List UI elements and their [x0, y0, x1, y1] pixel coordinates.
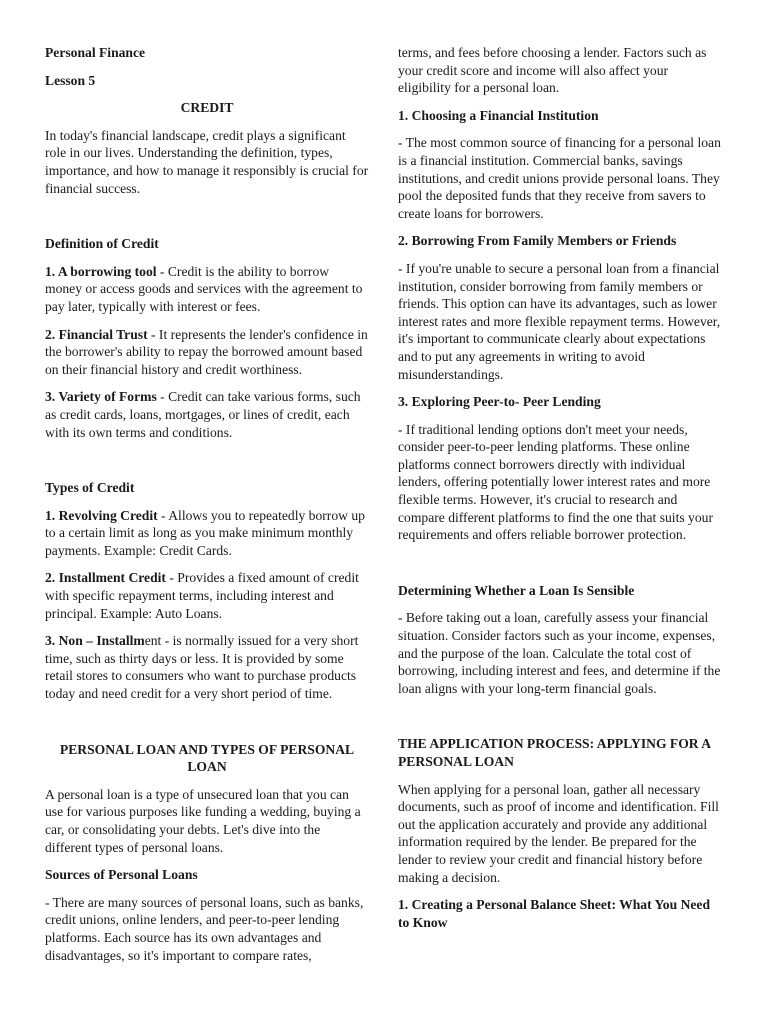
balance-sheet-heading: 1. Creating a Personal Balance Sheet: What You Need to Know: [398, 897, 711, 930]
definition-item-text: - It represents the lender's confidence in the borrower's ability to repay the borrowed amount based on their financial history and credit worthiness.: [45, 326, 368, 377]
types-item-text: - Provides a fixed amount of credit with specific repayment terms, including interest and principal. Example: Auto Loans.: [45, 570, 359, 621]
personal-loan-heading: PERSONAL LOAN AND TYPES OF PERSONAL LOAN: [59, 741, 355, 775]
definition-item: [45, 388, 369, 441]
types-item-label: 1. Revolving Credit: [45, 507, 158, 523]
definition-item-text: - Credit can take various forms, such as credit cards, loans, mortgages, or lines of credit, each with its own terms and conditions.: [45, 389, 361, 440]
section-paragraph: - The most common source of financing for a personal loan is a financial institution. Commercial banks, savings institutions, and credit unions provide personal loans. They pool the deposited funds that they receive from savers to create loans for borrowers.: [398, 135, 721, 221]
personal-loan-paragraph: A personal loan is a type of unsecured loan that you can use for various purposes like funding a wedding, buying a car, or consolidating your debts. Let's dive into the different types of personal loans.: [45, 786, 361, 855]
section-heading: 3. Exploring Peer-to- Peer Lending: [398, 394, 601, 410]
determining-heading: Determining Whether a Loan Is Sensible: [398, 582, 635, 598]
left-column: [45, 44, 369, 974]
right-column: [398, 44, 722, 941]
types-item: [45, 569, 369, 622]
section-heading: 1. Choosing a Financial Institution: [398, 107, 599, 123]
page-title: CREDIT: [180, 100, 234, 116]
definition-item-text: - Credit is the ability to borrow money or access goods and services with the agreement to pay later, typically with interest or fees.: [45, 263, 363, 314]
sources-paragraph: - There are many sources of personal loans, such as banks, credit unions, online lenders, and peer-to-peer lending platforms. Each source has its own advantages and disadvantages, so it's important to compare rates,: [45, 894, 364, 963]
application-heading: THE APPLICATION PROCESS: APPLYING FOR A PERSONAL LOAN: [398, 736, 711, 769]
types-item-label: 2. Installment Credit: [45, 570, 166, 586]
definition-item: [45, 263, 369, 316]
determining-paragraph: - Before taking out a loan, carefully assess your financial situation. Consider factors such as your income, expenses, and the purpose of the loan. Calculate the total cost of borrowing, including interest and fees, and determine if the loan aligns with your long-term financial goals.: [398, 610, 721, 696]
sources-heading: Sources of Personal Loans: [45, 867, 198, 883]
definition-item: [45, 326, 369, 379]
types-item-text: ent - is normally issued for a very short time, such as thirty days or less. It is provided by some retail stores to consumers who want to purchase products today and need credit for a very short period of time.: [45, 633, 359, 702]
section-paragraph: - If traditional lending options don't meet your needs, consider peer-to-peer lending platforms. These online platforms connect borrowers directly with individual lenders, offering potentially lower interest rates and more flexible terms. However, it's crucial to research and compare different platforms to find the one that suits your requirements and offers reliable borrower protection.: [398, 421, 713, 543]
types-item-label: 3. Non – Installm: [45, 633, 145, 649]
definition-item-label: 1. A borrowing tool: [45, 263, 157, 279]
types-item: [45, 507, 369, 560]
lesson-number: Lesson 5: [45, 72, 96, 88]
sources-continuation: terms, and fees before choosing a lender. Factors such as your credit score and income will also affect your eligibility for a personal loan.: [398, 45, 707, 96]
definition-item-label: 3. Variety of Forms: [45, 389, 157, 405]
section-heading: 2. Borrowing From Family Members or Friends: [398, 233, 677, 249]
course-title: Personal Finance: [45, 45, 146, 60]
types-item-text: - Allows you to repeatedly borrow up to a certain limit as long as you make minimum monthly payments. Example: Credit Cards.: [45, 507, 365, 558]
intro-paragraph: In today's financial landscape, credit plays a significant role in our lives. Understanding the definition, types, importance, and how to manage it responsibly is crucial for financial success.: [45, 127, 369, 196]
types-item: [45, 632, 369, 702]
section-paragraph: - If you're unable to secure a personal loan from a financial institution, consider borrowing from family members or friends. This option can have its advantages, such as lower interest rates and more flexible repayment terms. However, it's important to communicate clearly about expectations and to put any agreements in writing to avoid misunderstandings.: [398, 260, 721, 382]
types-heading: Types of Credit: [45, 480, 135, 496]
definition-heading: Definition of Credit: [45, 236, 159, 252]
definition-item-label: 2. Financial Trust: [45, 326, 148, 342]
application-paragraph: When applying for a personal loan, gather all necessary documents, such as proof of income and identification. Fill out the application accurately and provide any additional information required by the lender. Be prepared for the lender to review your credit and financial history before making a decision.: [398, 781, 719, 885]
